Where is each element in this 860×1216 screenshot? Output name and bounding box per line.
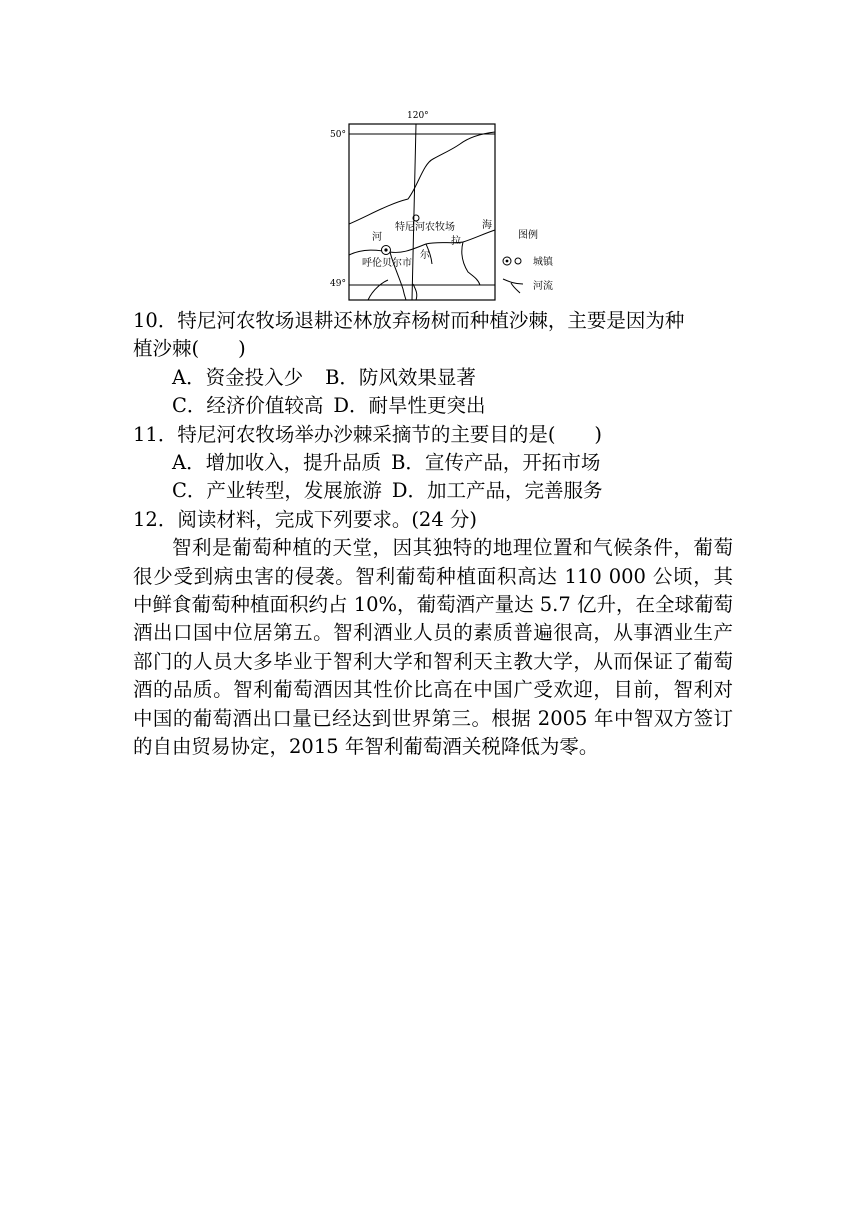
map-frame (349, 124, 495, 300)
q10-options-row1 (133, 364, 733, 392)
q11-option-a: A．增加收入，提升品质 (172, 450, 382, 474)
q11-options-row1 (133, 449, 733, 477)
legend-river-icon (503, 279, 523, 293)
farm-label: 特尼河农牧场 (395, 222, 455, 233)
q12-stem: 12．阅读材料，完成下列要求。(24 分) (133, 507, 478, 531)
legend-city-icon-dot (506, 260, 509, 263)
river-label-er: 尔 (420, 250, 430, 261)
legend-title: 图例 (518, 230, 538, 241)
city-label: 呼伦贝尔市 (362, 258, 412, 269)
q11-stem: 11．特尼河农牧场举办沙棘采摘节的主要目的是( ) (133, 422, 603, 446)
q11-options-row2 (133, 477, 733, 505)
legend-river-label: 河流 (533, 281, 553, 292)
q10-option-d: D．耐旱性更突出 (333, 394, 486, 418)
q10-stem-line1: 10．特尼河农牧场退耕还林放弃杨树而种植沙棘，主要是因为种 (133, 309, 685, 332)
q11-option-d: D．加工产品，完善服务 (391, 479, 603, 503)
location-map (328, 104, 568, 302)
river-label-la: 拉 (451, 236, 461, 247)
q10-option-b: B．防风效果显著 (325, 365, 476, 389)
legend-town-icon (515, 258, 521, 264)
q10-options-row2 (133, 392, 733, 420)
lat-top-label: 50° (330, 130, 346, 140)
lat-bottom-label: 49° (330, 279, 346, 289)
river-label-he: 河 (372, 232, 382, 243)
lon-120-line (412, 124, 416, 300)
q11-option-b: B．宣传产品，开拓市场 (391, 450, 601, 474)
city-marker-inner (384, 248, 387, 251)
tributary-2 (462, 242, 480, 285)
q10-option-c: C．经济价值较高 (172, 394, 324, 418)
lon-label: 120° (407, 111, 429, 121)
q10-option-a: A．资金投入少 (172, 365, 304, 389)
tributary-4 (368, 280, 388, 300)
boundary-line (349, 132, 495, 224)
tributary-5 (413, 284, 417, 300)
q11-option-c: C．产业转型，发展旅游 (172, 479, 382, 503)
question-content (133, 307, 733, 761)
river-label-hai: 海 (482, 220, 492, 231)
q12-passage: 智利是葡萄种植的天堂，因其独特的地理位置和气候条件，葡萄很少受到病虫害的侵袭。智利葡萄种植面积高达 110 000 公顷，其中鲜食葡萄种植面积约占 10%，葡萄酒产量达 5.7 亿升，在全球葡萄酒出口国中位居第五。智利酒业人员的素质普遍很高，从事酒业生产部门的人员大多毕业于智利大学和智利天主教大学，从而保证了葡萄酒的品质。智利葡萄酒因其性价比高在中国广受欢迎，目前，智利对中国的葡萄酒出口量已经达到世界第三。根据 2005 年中智双方签订的自由贸易协定，2015 年智利葡萄酒关税降低为零。 (133, 536, 733, 758)
q12-passage-block (133, 534, 733, 761)
q10-stem-line2: 植沙棘( ) (133, 337, 246, 361)
legend-town-label: 城镇 (533, 257, 553, 268)
